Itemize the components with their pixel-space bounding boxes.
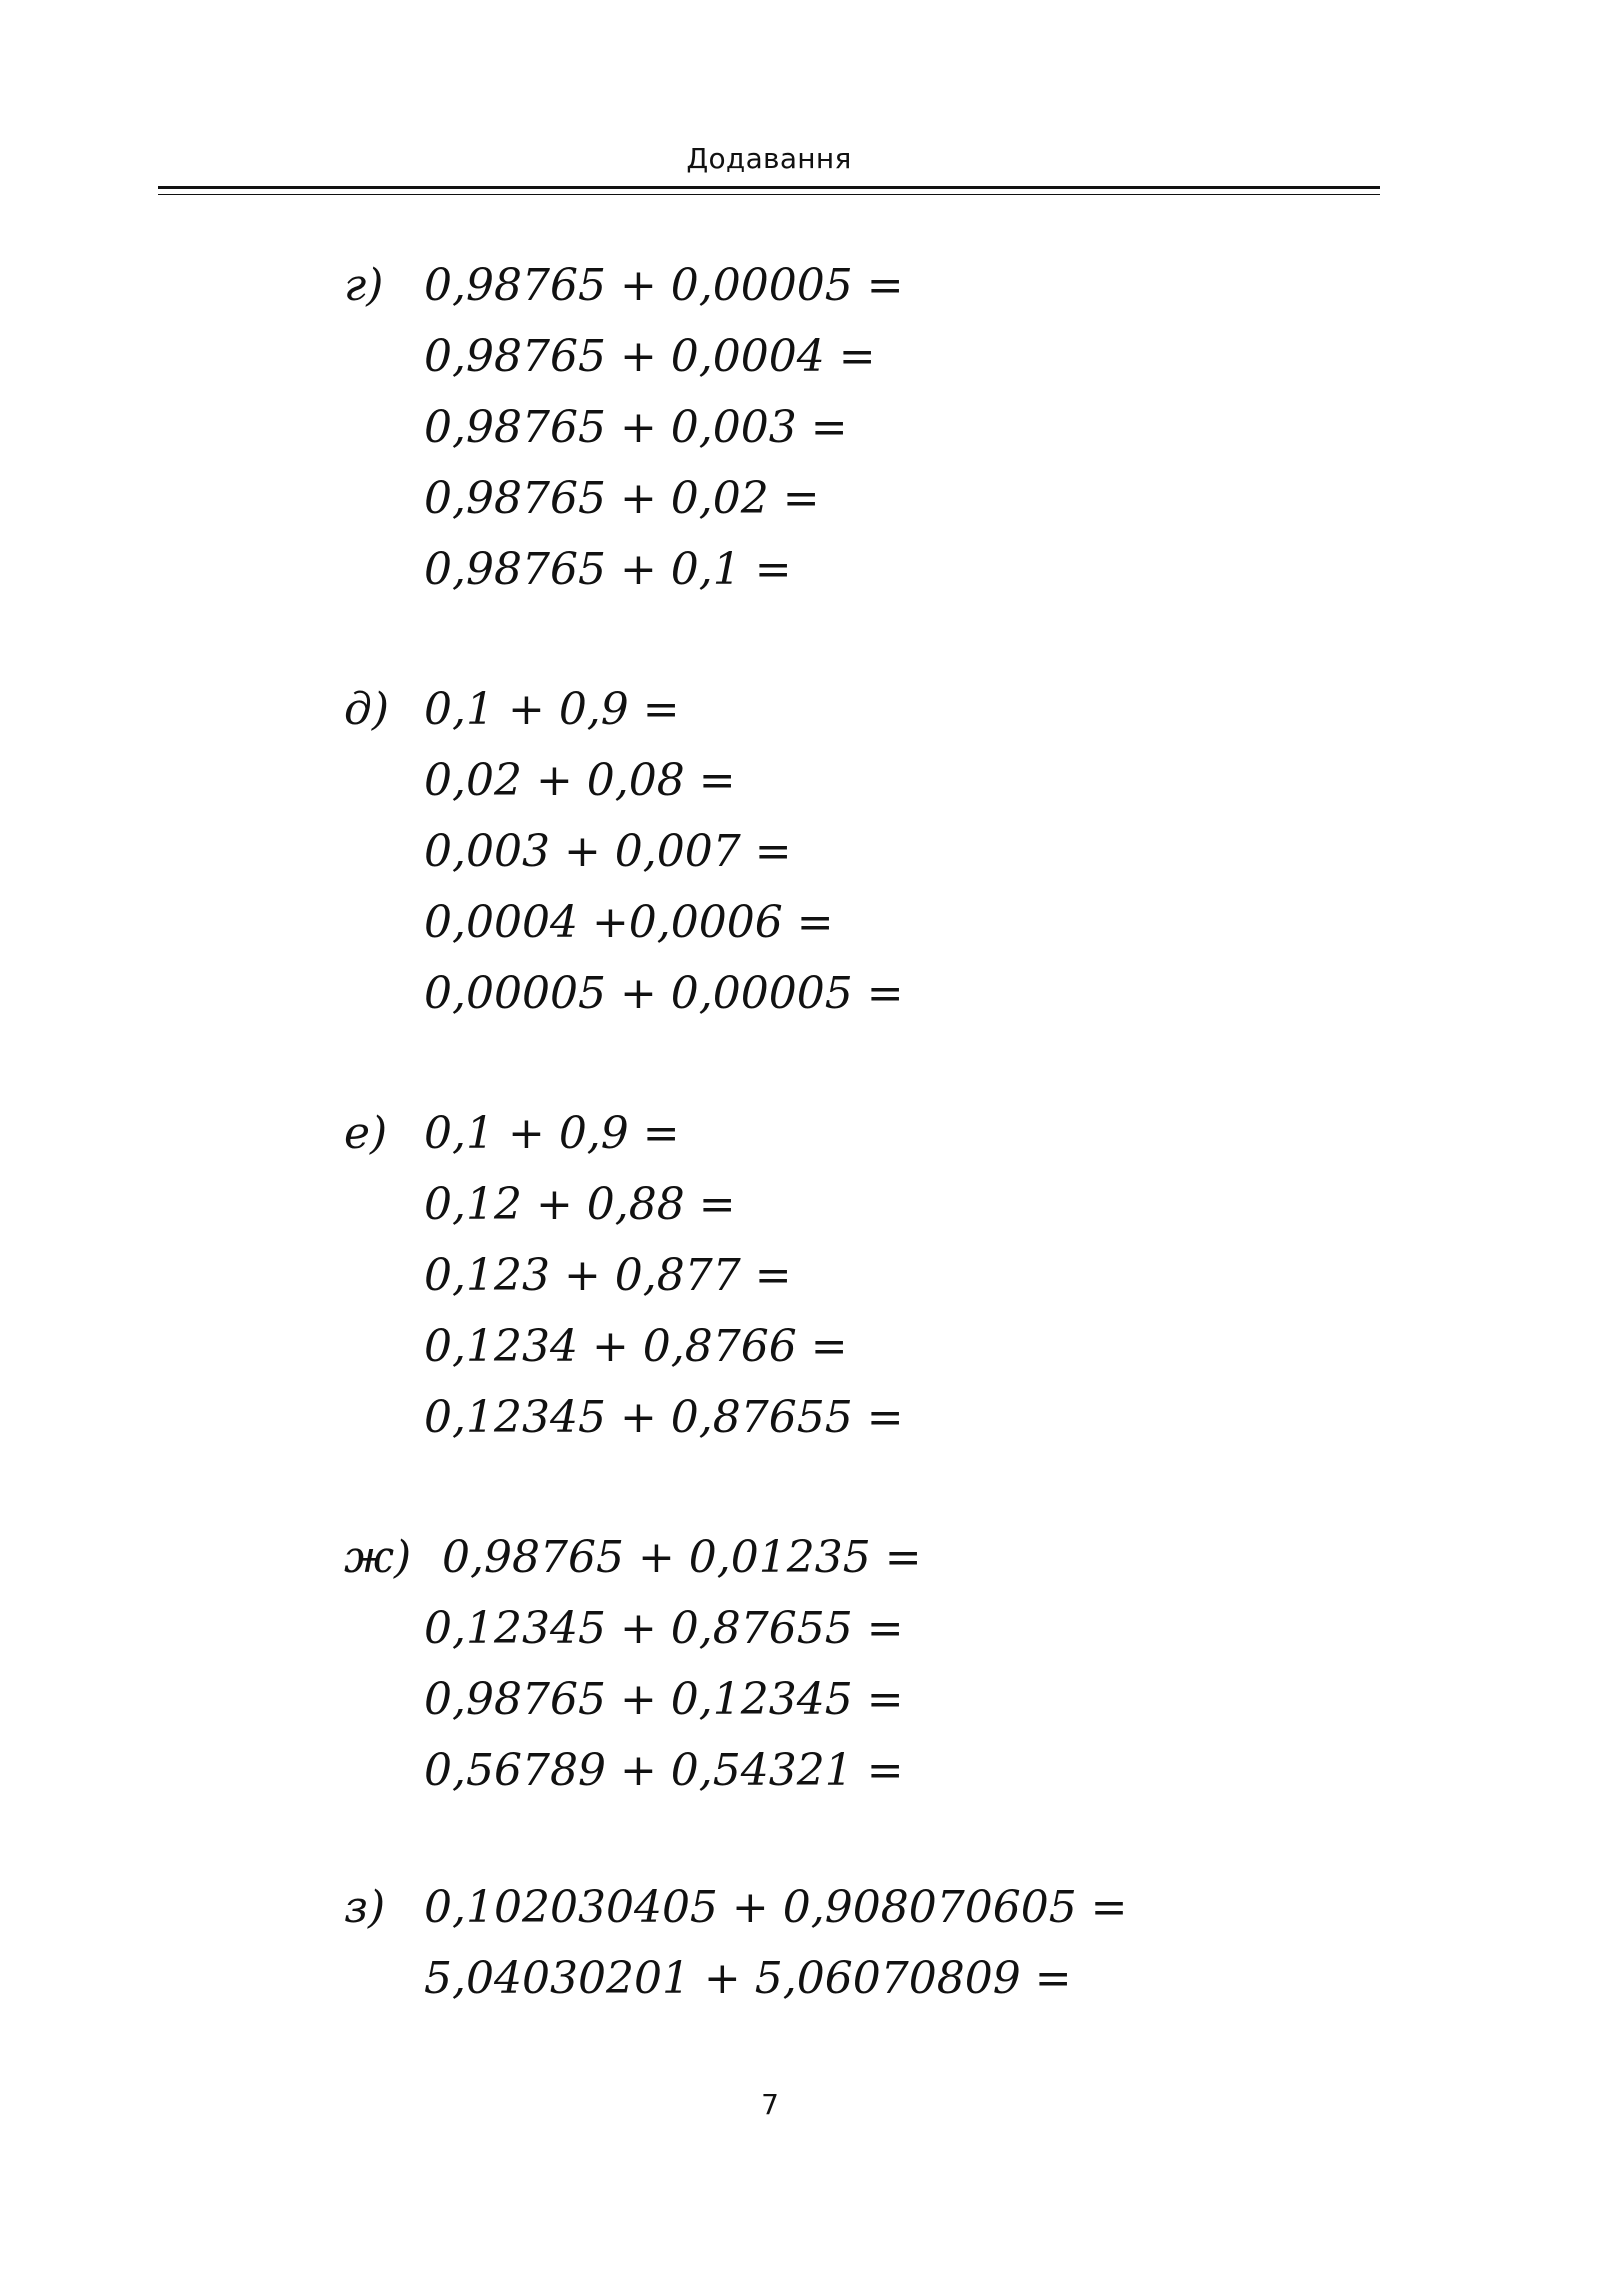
exercise-letter: г) — [344, 260, 384, 311]
exercise-letter: ж) — [344, 1532, 412, 1583]
exercise-letter: з) — [344, 1882, 386, 1933]
exercise-expression: 0,0004 +0,0006 = — [424, 897, 834, 948]
exercise-expression: 0,98765 + 0,1 = — [424, 544, 792, 595]
exercise-letter: д) — [344, 684, 390, 735]
running-head-title: Додавання — [686, 142, 852, 175]
exercise-expression: 0,98765 + 0,003 = — [424, 402, 848, 453]
exercise-letter: е) — [344, 1108, 388, 1159]
exercise-expression: 0,98765 + 0,00005 = — [424, 260, 904, 311]
exercise-expression: 0,12 + 0,88 = — [424, 1179, 736, 1230]
exercise-expression: 0,12345 + 0,87655 = — [424, 1392, 904, 1443]
exercise-expression: 0,1 + 0,9 = — [424, 684, 680, 735]
exercise-expression: 0,123 + 0,877 = — [424, 1250, 792, 1301]
exercise-expression: 0,1234 + 0,8766 = — [424, 1321, 848, 1372]
exercise-expression: 5,04030201 + 5,06070809 = — [424, 1953, 1072, 2004]
exercise-expression: 0,98765 + 0,01235 = — [442, 1532, 922, 1583]
page-number: 7 — [761, 2088, 779, 2121]
exercise-expression: 0,12345 + 0,87655 = — [424, 1603, 904, 1654]
exercise-expression: 0,02 + 0,08 = — [424, 755, 736, 806]
exercise-expression: 0,003 + 0,007 = — [424, 826, 792, 877]
exercise-expression: 0,1 + 0,9 = — [424, 1108, 680, 1159]
exercise-expression: 0,98765 + 0,02 = — [424, 473, 820, 524]
exercise-expression: 0,98765 + 0,12345 = — [424, 1674, 904, 1725]
exercise-expression: 0,98765 + 0,0004 = — [424, 331, 876, 382]
exercise-expression: 0,56789 + 0,54321 = — [424, 1745, 904, 1796]
exercise-expression: 0,102030405 + 0,908070605 = — [424, 1882, 1128, 1933]
exercise-expression: 0,00005 + 0,00005 = — [424, 968, 904, 1019]
